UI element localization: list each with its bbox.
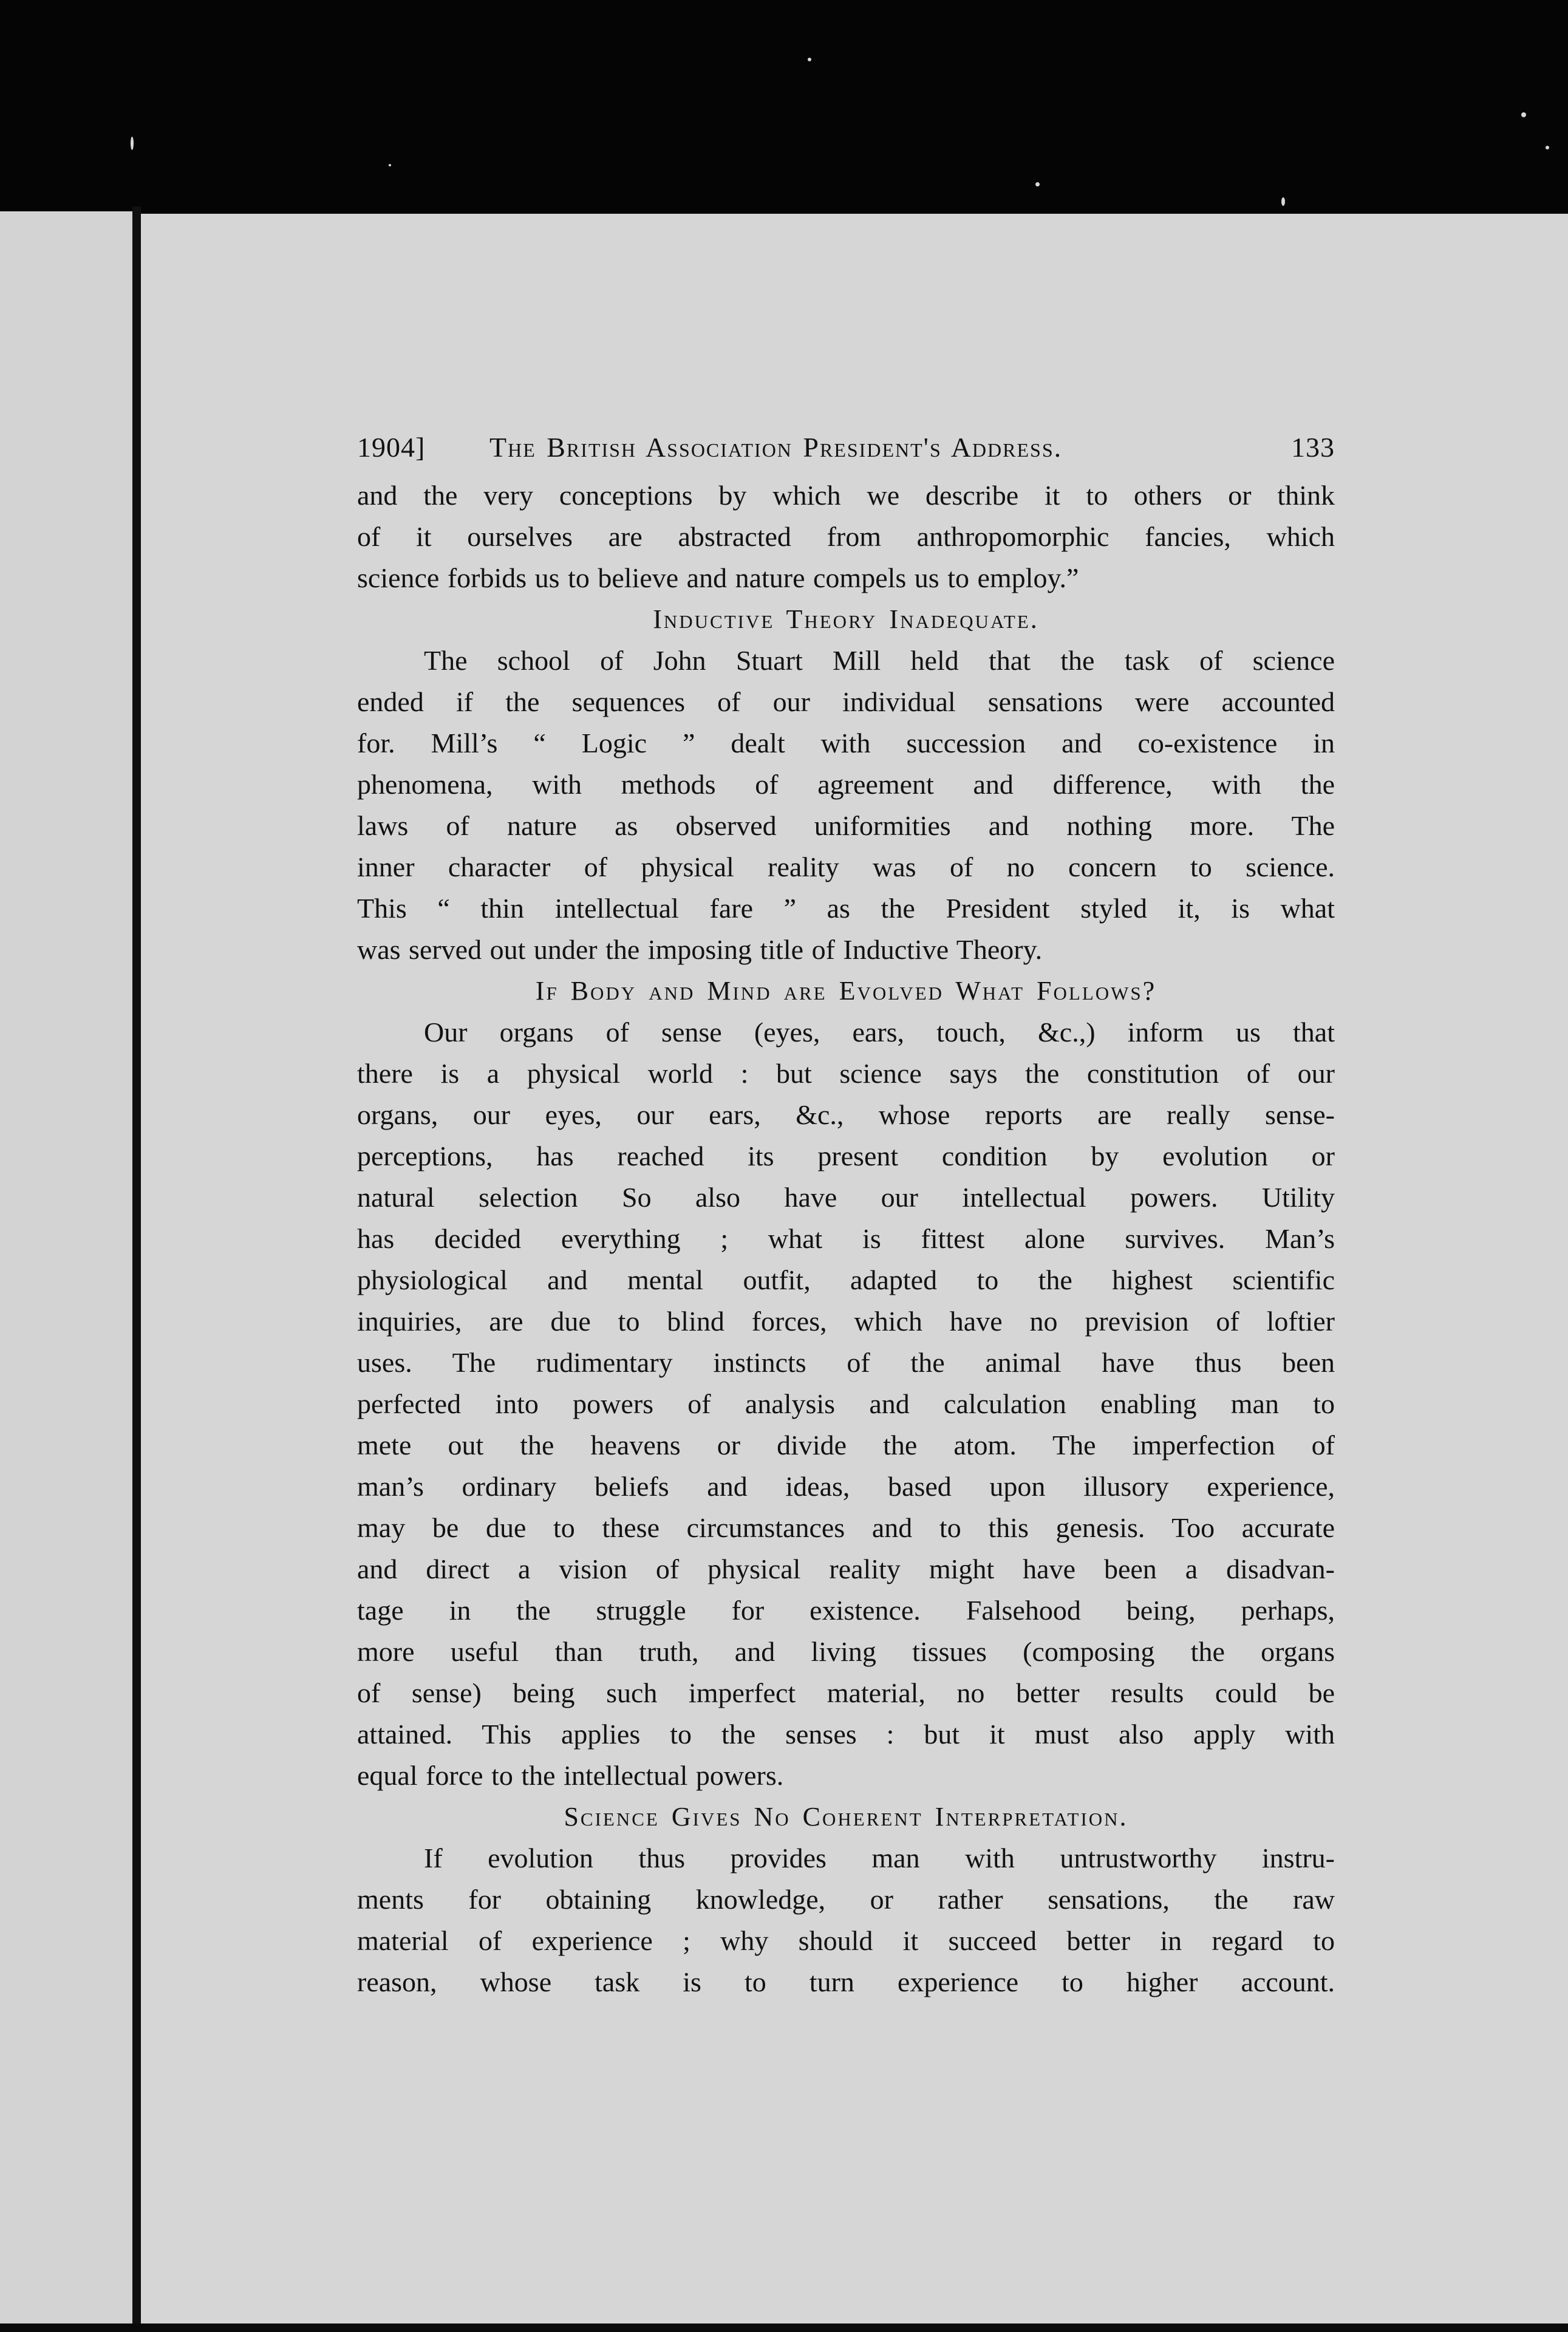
text-line: tage in the struggle for existence. Falsehood being, perhaps,	[357, 1595, 1335, 1626]
left-adjacent-page	[0, 211, 132, 2332]
section-heading: If Body and Mind are Evolved What Follows?	[535, 976, 1157, 1006]
dust-speck	[1035, 182, 1040, 186]
text-line: may be due to these circumstances and to this genesis. Too accurate	[357, 1512, 1335, 1543]
text-line: physiological and mental outfit, adapted to the highest scientific	[357, 1264, 1335, 1295]
text-line: attained. This applies to the senses : but it must also apply with	[357, 1719, 1335, 1750]
text-line: laws of nature as observed uniformities and nothing more. The	[357, 810, 1335, 841]
scanner-top-band	[0, 0, 1568, 213]
intro-paragraph	[357, 475, 1335, 599]
text-line: more useful than truth, and living tissues (composing the organs	[357, 1636, 1335, 1667]
text-line: and the very conceptions by which we describe it to others or think	[357, 480, 1335, 511]
text-line: science forbids us to believe and nature compels us to employ.”	[357, 562, 1079, 593]
text-line: phenomena, with methods of agreement and difference, with the	[357, 769, 1335, 800]
section-heading: Science Gives No Coherent Interpretation.	[564, 1802, 1128, 1832]
text-line: was served out under the imposing title of Inductive Theory.	[357, 934, 1043, 965]
text-line: uses. The rudimentary instincts of the animal have thus been	[357, 1347, 1335, 1378]
header-year: 1904]	[357, 432, 426, 463]
text-line: reason, whose task is to turn experience to higher account.	[357, 1966, 1335, 1997]
paragraph	[357, 1838, 1335, 2003]
paragraph	[357, 640, 1335, 970]
text-line: inquiries, are due to blind forces, which have no prevision of loftier	[357, 1306, 1335, 1337]
text-line: natural selection So also have our intellectual powers. Utility	[357, 1182, 1335, 1213]
text-line: for. Mill’s “ Logic ” dealt with succession and co-existence in	[357, 728, 1335, 759]
text-line: ended if the sequences of our individual sensations were accounted	[357, 686, 1335, 717]
text-line: The school of John Stuart Mill held that the task of science	[424, 645, 1335, 676]
text-line: mete out the heavens or divide the atom. The imperfection of	[357, 1430, 1335, 1461]
text-line: and direct a vision of physical reality might have been a disadvan-	[357, 1553, 1335, 1584]
section-heading: Inductive Theory Inadequate.	[653, 604, 1039, 634]
text-line: there is a physical world : but science says the constitution of our	[357, 1058, 1335, 1089]
text-line: man’s ordinary beliefs and ideas, based upon illusory experience,	[357, 1471, 1335, 1502]
dust-speck	[1281, 197, 1285, 206]
text-line: has decided everything ; what is fittest alone survives. Man’s	[357, 1223, 1335, 1254]
running-header	[357, 420, 1335, 475]
text-line: of it ourselves are abstracted from anthropomorphic fancies, which	[357, 521, 1335, 552]
text-line: If evolution thus provides man with untrustworthy instru-	[424, 1843, 1335, 1873]
dust-speck	[131, 137, 134, 150]
text-line: inner character of physical reality was of no concern to science.	[357, 851, 1335, 882]
scanner-bottom-band	[0, 2323, 1568, 2332]
text-line: perceptions, has reached its present condition by evolution or	[357, 1140, 1335, 1171]
paragraph	[357, 1012, 1335, 1796]
header-title: The British Association President's Address.	[489, 432, 1063, 463]
page-content	[357, 420, 1335, 2003]
dust-speck	[808, 58, 811, 61]
text-line: This “ thin intellectual fare ” as the President styled it, is what	[357, 893, 1335, 924]
page-number: 133	[1291, 432, 1335, 463]
text-line: equal force to the intellectual powers.	[357, 1760, 784, 1791]
page-gutter	[132, 206, 141, 2332]
dust-speck	[389, 164, 391, 166]
dust-speck	[1546, 146, 1549, 149]
text-line: of sense) being such imperfect material, no better results could be	[357, 1677, 1335, 1708]
text-line: perfected into powers of analysis and calculation enabling man to	[357, 1388, 1335, 1419]
dust-speck	[1521, 112, 1526, 117]
text-line: ments for obtaining knowledge, or rather sensations, the raw	[357, 1884, 1335, 1915]
text-line: Our organs of sense (eyes, ears, touch, &c.,) inform us that	[424, 1017, 1335, 1048]
text-line: organs, our eyes, our ears, &c., whose reports are really sense-	[357, 1099, 1335, 1130]
text-line: material of experience ; why should it succeed better in regard to	[357, 1925, 1335, 1956]
